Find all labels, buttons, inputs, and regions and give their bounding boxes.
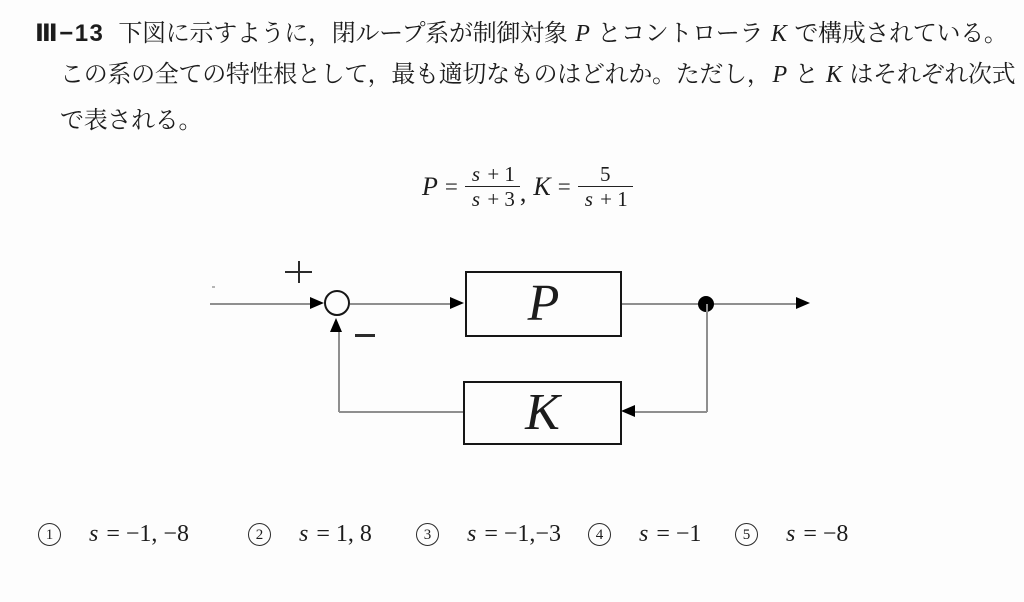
choice-4-circled-number: 4: [588, 523, 611, 546]
equals-sign: =: [444, 173, 458, 199]
choice-3-label: s = −1,−3: [467, 521, 561, 547]
choice-2-label: s = 1, 8: [299, 521, 372, 547]
choice-2-circled-number: 2: [248, 523, 271, 546]
feedback-left-line: [339, 411, 463, 413]
question-line-3: [60, 107, 202, 135]
plant-block-label: P: [527, 275, 560, 332]
plant-block: [465, 271, 622, 337]
controller-fraction: [578, 163, 633, 210]
choice-2: [248, 521, 372, 548]
choice-1-circled-number: 1: [38, 523, 61, 546]
input-arrowhead-icon: [310, 297, 324, 309]
plant-fraction: [465, 163, 520, 210]
choice-1: [38, 521, 189, 548]
question-line-3-text: で表される。: [60, 108, 203, 134]
feedback-right-line: [634, 411, 707, 413]
minus-sign-icon: [355, 334, 375, 337]
comma-separator: ,: [519, 178, 527, 207]
error-signal-line: [350, 303, 452, 305]
reference-input-line: [210, 303, 311, 305]
choice-5: [735, 521, 848, 548]
controller-symbol: K: [533, 171, 551, 201]
output-arrowhead-icon: [796, 297, 810, 309]
feedback-arrowhead-icon: [330, 318, 342, 332]
plus-sign-icon: [285, 261, 312, 283]
plant-symbol: P: [422, 171, 438, 201]
summing-junction: [324, 290, 350, 316]
controller-numerator: 5: [600, 162, 611, 186]
transfer-function-formula: [422, 163, 633, 210]
question-line-2: [60, 61, 1015, 89]
plant-numerator: s + 1: [471, 162, 515, 186]
choice-3-circled-number: 3: [416, 523, 439, 546]
choice-4-label: s = −1: [639, 521, 702, 547]
feedback-down-line: [706, 304, 708, 412]
question-line-1-text: 下図に示すように，閉ループ系が制御対象 P とコントローラ K で構成されている。: [118, 21, 1008, 47]
question-number: Ⅲ−13: [35, 20, 105, 47]
output-line: [714, 303, 798, 305]
plant-input-arrowhead-icon: [450, 297, 464, 309]
question-line-1: [35, 20, 1008, 48]
choice-5-circled-number: 5: [735, 523, 758, 546]
question-line-2-text: この系の全ての特性根として，最も適切なものはどれか。ただし，P と K はそれぞれ次式: [60, 62, 1016, 88]
choice-1-label: s = −1, −8: [89, 521, 189, 547]
scan-speck: [212, 286, 215, 288]
plant-output-line: [622, 303, 702, 305]
controller-block-label: K: [525, 384, 560, 441]
controller-denominator: s + 1: [578, 186, 633, 210]
choice-3: [416, 521, 561, 548]
controller-block: [463, 381, 622, 445]
equals-sign: =: [557, 173, 571, 199]
choice-5-label: s = −8: [786, 521, 849, 547]
controller-input-arrowhead-icon: [621, 405, 635, 417]
plant-denominator: s + 3: [465, 186, 520, 210]
choice-4: [588, 521, 701, 548]
feedback-up-line: [338, 330, 340, 412]
